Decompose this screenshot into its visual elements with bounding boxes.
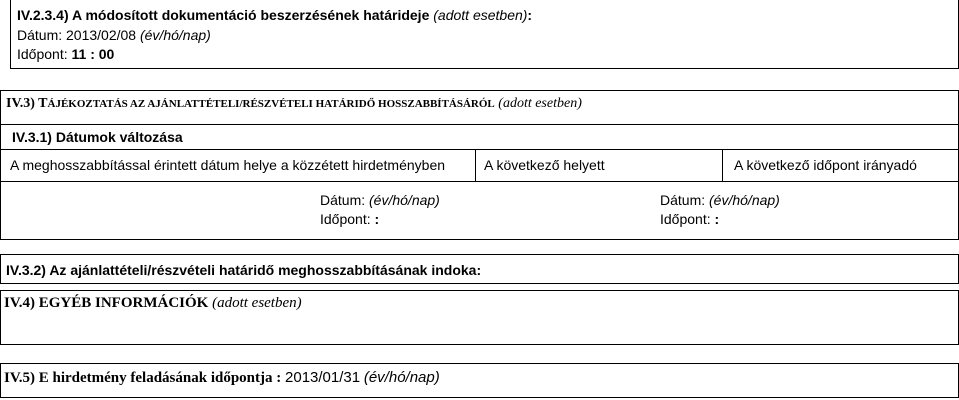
to-date-hint: (év/hó/nap) — [709, 192, 780, 208]
to-date-label: Dátum: — [660, 192, 710, 208]
dispatch-date-heading: IV.5) E hirdetmény feladásának időpontja : — [4, 370, 286, 386]
section-extension-heading — [6, 96, 582, 112]
from-time-label: Időpont: — [320, 211, 375, 227]
section-reason-heading: IV.3.2) Az ajánlattételi/részvételi határidő meghosszabbításának indoka: — [6, 262, 482, 278]
dispatch-date-hint: (év/hó/nap) — [363, 369, 440, 386]
dates-table-divider-1 — [475, 149, 476, 181]
deadline-date-hint: (év/hó/nap) — [139, 27, 211, 43]
to-time-label: Időpont: — [660, 211, 715, 227]
dispatch-date-value: 2013/01/31 — [285, 369, 361, 386]
dates-table-col1: A meghosszabbítással érintett dátum helye a közzétett hirdetményben — [10, 157, 446, 173]
extension-heading-note: (adott esetben) — [498, 96, 582, 111]
section-dispatch-date-line — [4, 369, 440, 387]
dates-change-top-border — [0, 124, 959, 125]
other-info-heading-text: IV.4) EGYÉB INFORMÁCIÓK — [4, 295, 209, 311]
deadline-heading-text: IV.2.3.4) A módosított dokumentáció beszerzésének határideje — [17, 7, 430, 23]
from-date-hint: (év/hó/nap) — [369, 192, 440, 208]
deadline-time-line — [17, 46, 114, 62]
deadline-heading-note: (adott esetben) — [433, 7, 528, 23]
deadline-heading-colon: : — [527, 7, 533, 23]
dates-table-col2: A következő helyett — [484, 157, 605, 173]
section-deadline-heading — [17, 7, 532, 23]
from-date-line — [320, 192, 440, 208]
deadline-time-label: Időpont: — [17, 46, 72, 62]
deadline-date-value: 2013/02/08 — [66, 27, 137, 43]
deadline-date-label: Dátum: — [17, 27, 67, 43]
to-time-line — [660, 211, 719, 227]
deadline-date-line — [17, 27, 211, 43]
from-time-line — [320, 211, 379, 227]
extension-heading-num: IV.3) T — [6, 96, 48, 111]
to-time-sep: : — [714, 211, 720, 227]
dates-table-bottom-border — [0, 181, 959, 182]
dates-table-divider-2 — [722, 149, 723, 181]
dates-table-col3: A következő időpont irányadó — [734, 157, 917, 173]
from-time-sep: : — [374, 211, 380, 227]
from-date-label: Dátum: — [320, 192, 370, 208]
to-date-line — [660, 192, 780, 208]
deadline-time-value: 11 : 00 — [71, 46, 115, 62]
other-info-heading-note: (adott esetben) — [212, 295, 302, 311]
dates-change-heading: IV.3.1) Dátumok változása — [12, 129, 183, 145]
section-other-info-heading — [4, 295, 302, 312]
extension-heading-rest: ÁJÉKOZTATÁS AZ AJÁNLATTÉTELI/RÉSZVÉTELI HATÁRIDŐ HOSSZABBÍTÁSÁRÓL — [47, 98, 495, 110]
dates-table-top-border — [0, 149, 959, 150]
